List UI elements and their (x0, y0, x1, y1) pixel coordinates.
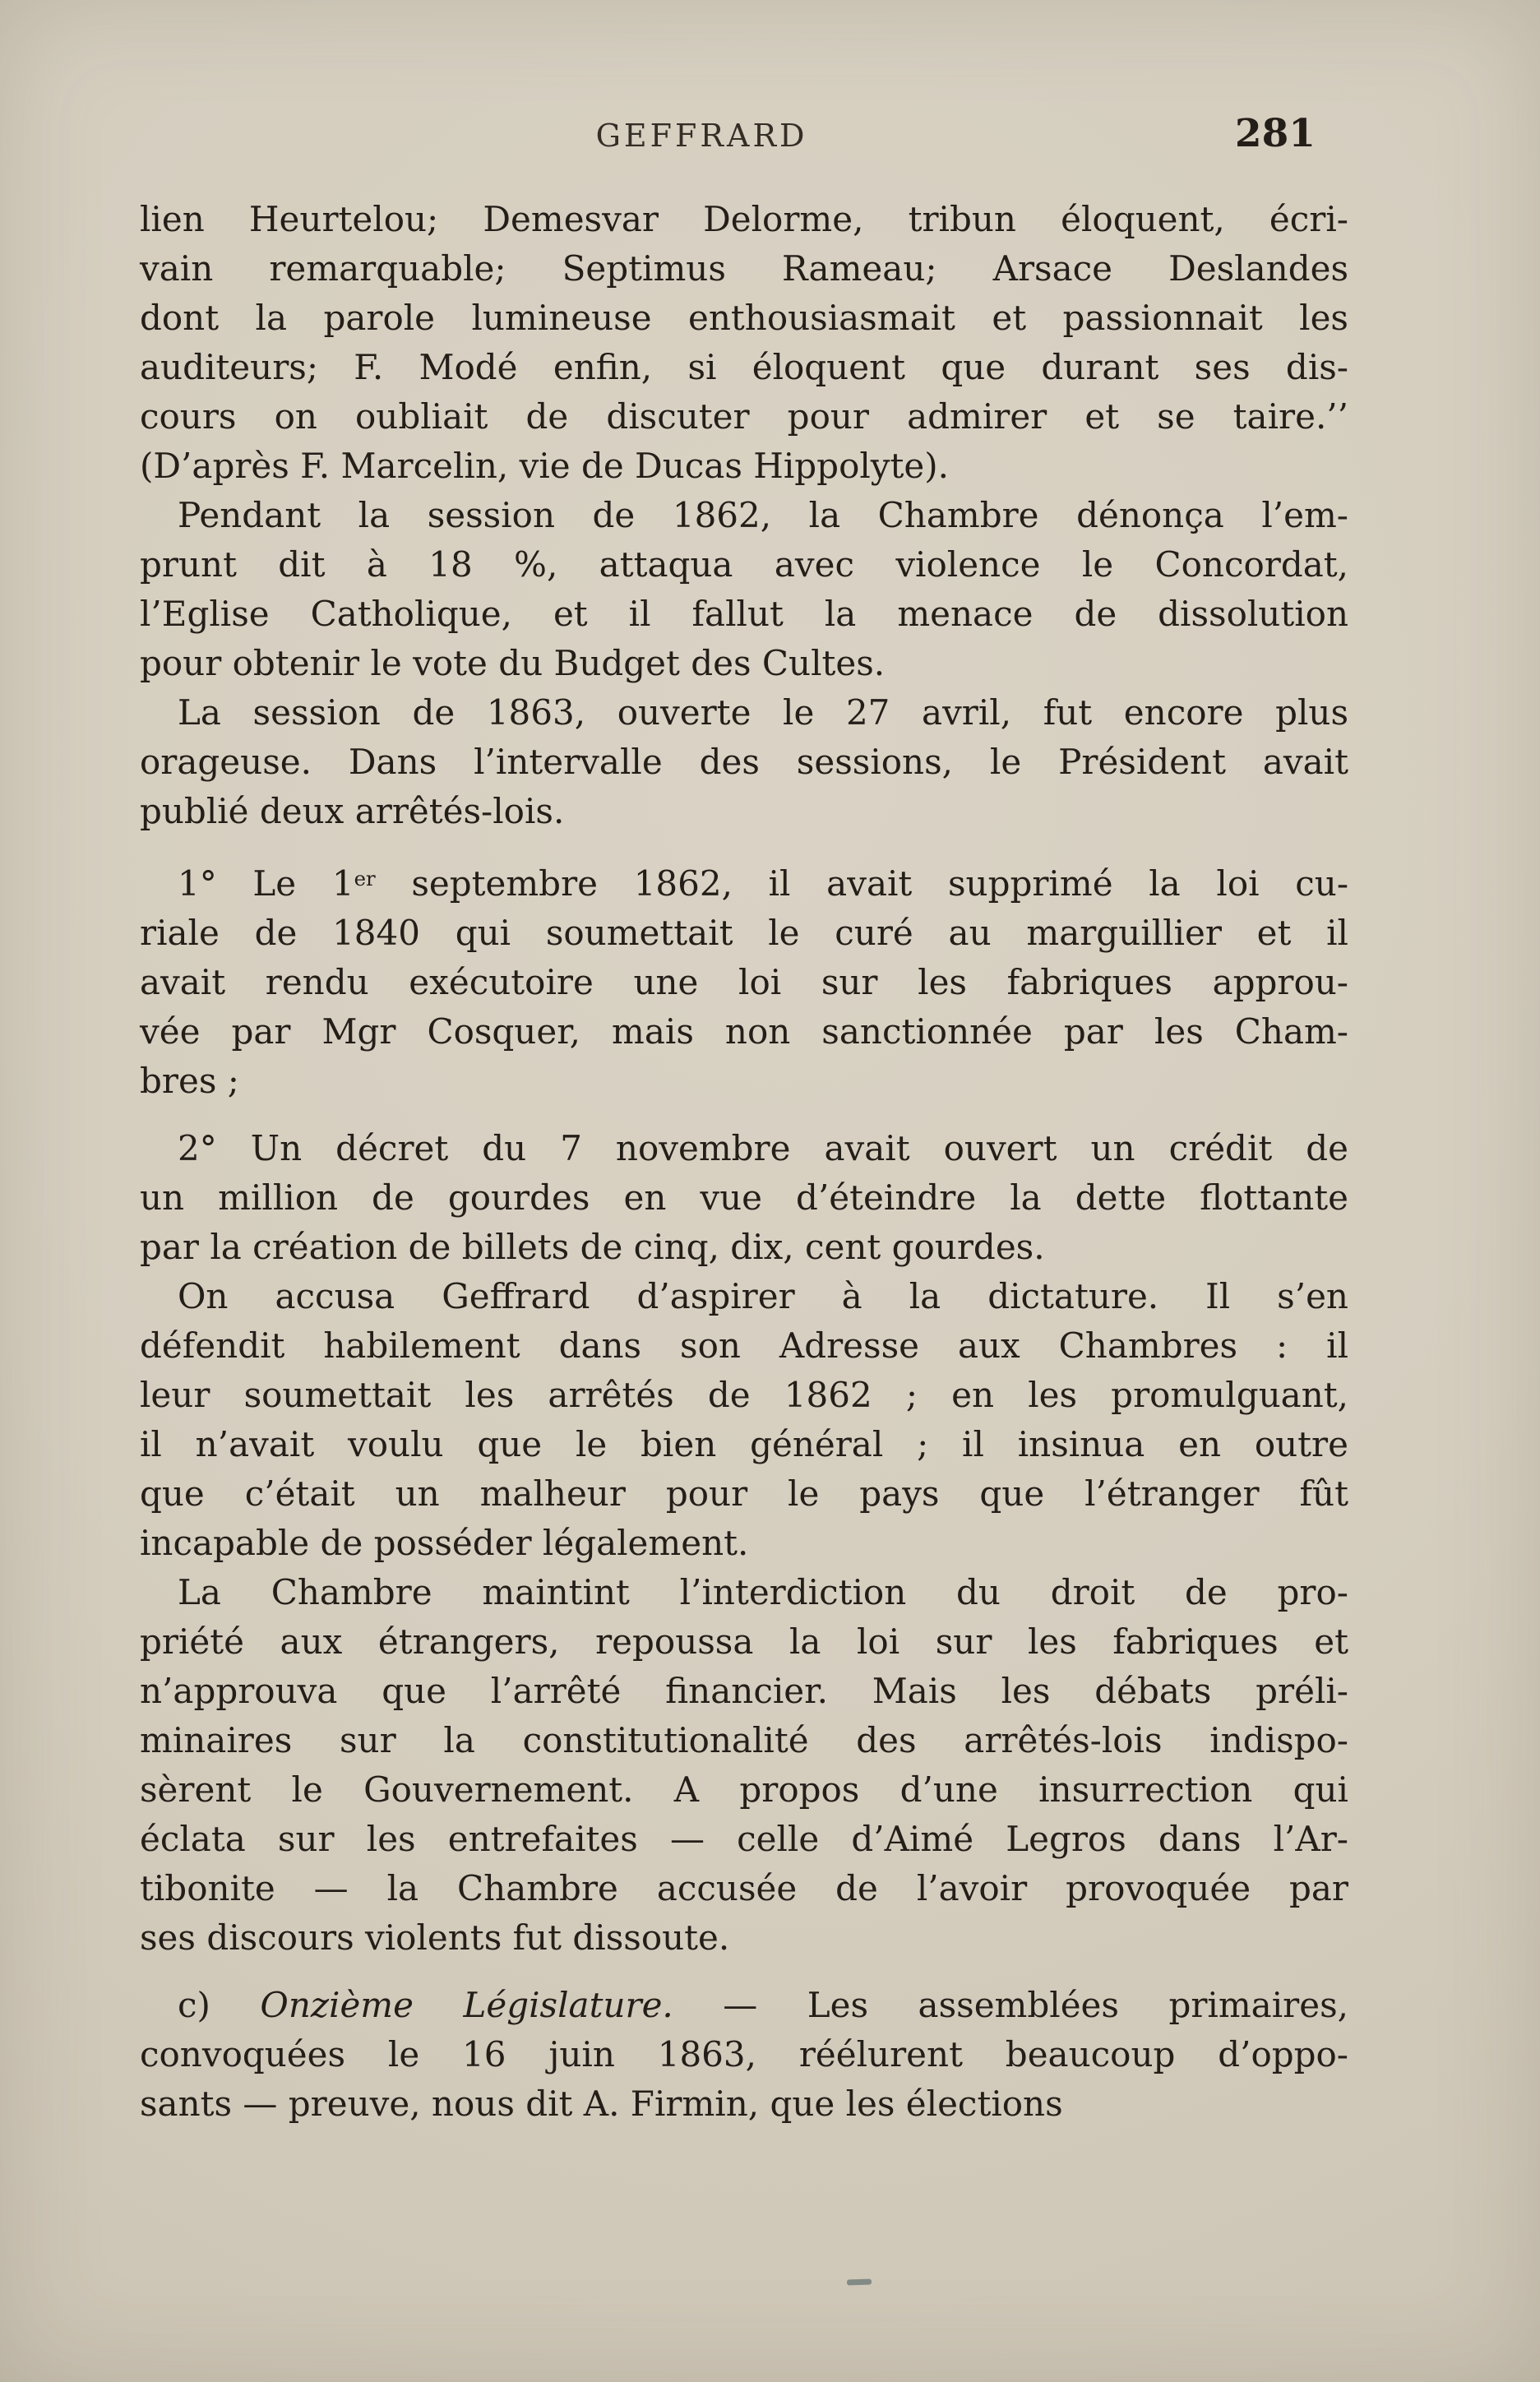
text-segment: c) (178, 1985, 261, 2026)
text-line (140, 1981, 1348, 2030)
text-line: que c’était un malheur pour le pays que l’étranger fût (140, 1473, 1348, 1515)
text-segment: 1° Le 1 (178, 863, 354, 904)
text-line: par la création de billets de cinq, dix, cent gourdes. (140, 1227, 1045, 1268)
text-line: (D’après F. Marcelin, vie de Ducas Hippolyte). (140, 446, 949, 486)
running-header-title: GEFFRARD (595, 118, 808, 154)
page-number: 281 (1234, 111, 1316, 156)
text-line: priété aux étrangers, repoussa la loi sur les fabriques et (140, 1621, 1348, 1663)
text-line: lien Heurtelou; Demesvar Delorme, tribun éloquent, écri- (140, 199, 1348, 239)
ink-smudge (847, 2278, 872, 2285)
text-line: riale de 1840 qui soumettait le curé au marguillier et il (140, 913, 1348, 954)
paragraph (140, 491, 1348, 688)
text-line: 2° Un décret du 7 novembre avait ouvert un crédit de (178, 1128, 1348, 1169)
text-line: pour obtenir le vote du Budget des Cultes. (140, 643, 886, 683)
text-line: leur soumettait les arrêtés de 1862 ; en les promulguant, (140, 1375, 1348, 1416)
text-line: publié deux arrêtés-lois. (140, 791, 565, 831)
paragraph (140, 854, 1348, 1106)
text-line: cours on oubliait de discuter pour admirer et se taire.’’ (140, 396, 1348, 437)
text-line: il n’avait voulu que le bien général ; il insinua en outre (140, 1424, 1348, 1465)
text-line: auditeurs; F. Modé enfin, si éloquent que durant ses dis- (140, 347, 1348, 387)
paragraph (140, 1272, 1348, 1568)
paragraph (140, 688, 1348, 836)
text-line: tibonite — la Chambre accusée de l’avoir provoquée par (140, 1868, 1348, 1909)
page-body (140, 195, 1348, 2129)
paragraph (140, 1981, 1348, 2129)
italic-title-segment: Onzième Législature. (260, 1985, 673, 2026)
running-header (140, 111, 1348, 162)
text-line: On accusa Geffrard d’aspirer à la dictature. Il s’en (178, 1276, 1348, 1317)
text-line: défendit habilement dans son Adresse aux Chambres : il (140, 1325, 1348, 1367)
text-line: un million de gourdes en vue d’éteindre la dette flottante (140, 1177, 1348, 1219)
text-line: orageuse. Dans l’intervalle des sessions, le Président avait (140, 742, 1348, 782)
paragraph (140, 195, 1348, 491)
text-line: vain remarquable; Septimus Rameau; Arsace Deslandes (140, 248, 1348, 289)
paragraph (140, 1124, 1348, 1272)
paragraph (140, 1568, 1348, 1963)
text-line: prunt dit à 18 %, attaqua avec violence le Concordat, (140, 544, 1348, 585)
text-line: éclata sur les entrefaites — celle d’Aimé Legros dans l’Ar- (140, 1819, 1348, 1860)
text-segment: — Les assemblées primaires, (673, 1985, 1348, 2026)
text-line: La session de 1863, ouverte le 27 avril, fut encore plus (178, 692, 1348, 733)
text-line: convoquées le 16 juin 1863, réélurent beaucoup d’oppo- (140, 2034, 1348, 2075)
text-line: bres ; (140, 1061, 239, 1102)
text-line: incapable de posséder légalement. (140, 1523, 749, 1564)
text-line: La Chambre maintint l’interdiction du droit de pro- (178, 1572, 1348, 1613)
text-line: minaires sur la constitutionalité des arrêtés-lois indispo- (140, 1720, 1348, 1761)
text-line: sèrent le Gouvernement. A propos d’une insurrection qui (140, 1769, 1348, 1811)
text-line: sants — preuve, nous dit A. Firmin, que les élections (140, 2084, 1063, 2125)
superscript-ordinal: er (354, 867, 376, 890)
text-line: l’Eglise Catholique, et il fallut la menace de dissolution (140, 594, 1348, 634)
text-line: vée par Mgr Cosquer, mais non sanctionnée par les Cham- (140, 1011, 1348, 1052)
text-line: avait rendu exécutoire une loi sur les fabriques approu- (140, 962, 1348, 1003)
text-line: Pendant la session de 1862, la Chambre dénonça l’em- (178, 495, 1348, 535)
text-line (140, 854, 1348, 909)
text-line: n’approuva que l’arrêté financier. Mais les débats préli- (140, 1671, 1348, 1712)
text-line: ses discours violents fut dissoute. (140, 1917, 730, 1959)
text-segment: septembre 1862, il avait supprimé la loi cu- (375, 863, 1349, 904)
text-line: dont la parole lumineuse enthousiasmait et passionnait les (140, 298, 1348, 338)
